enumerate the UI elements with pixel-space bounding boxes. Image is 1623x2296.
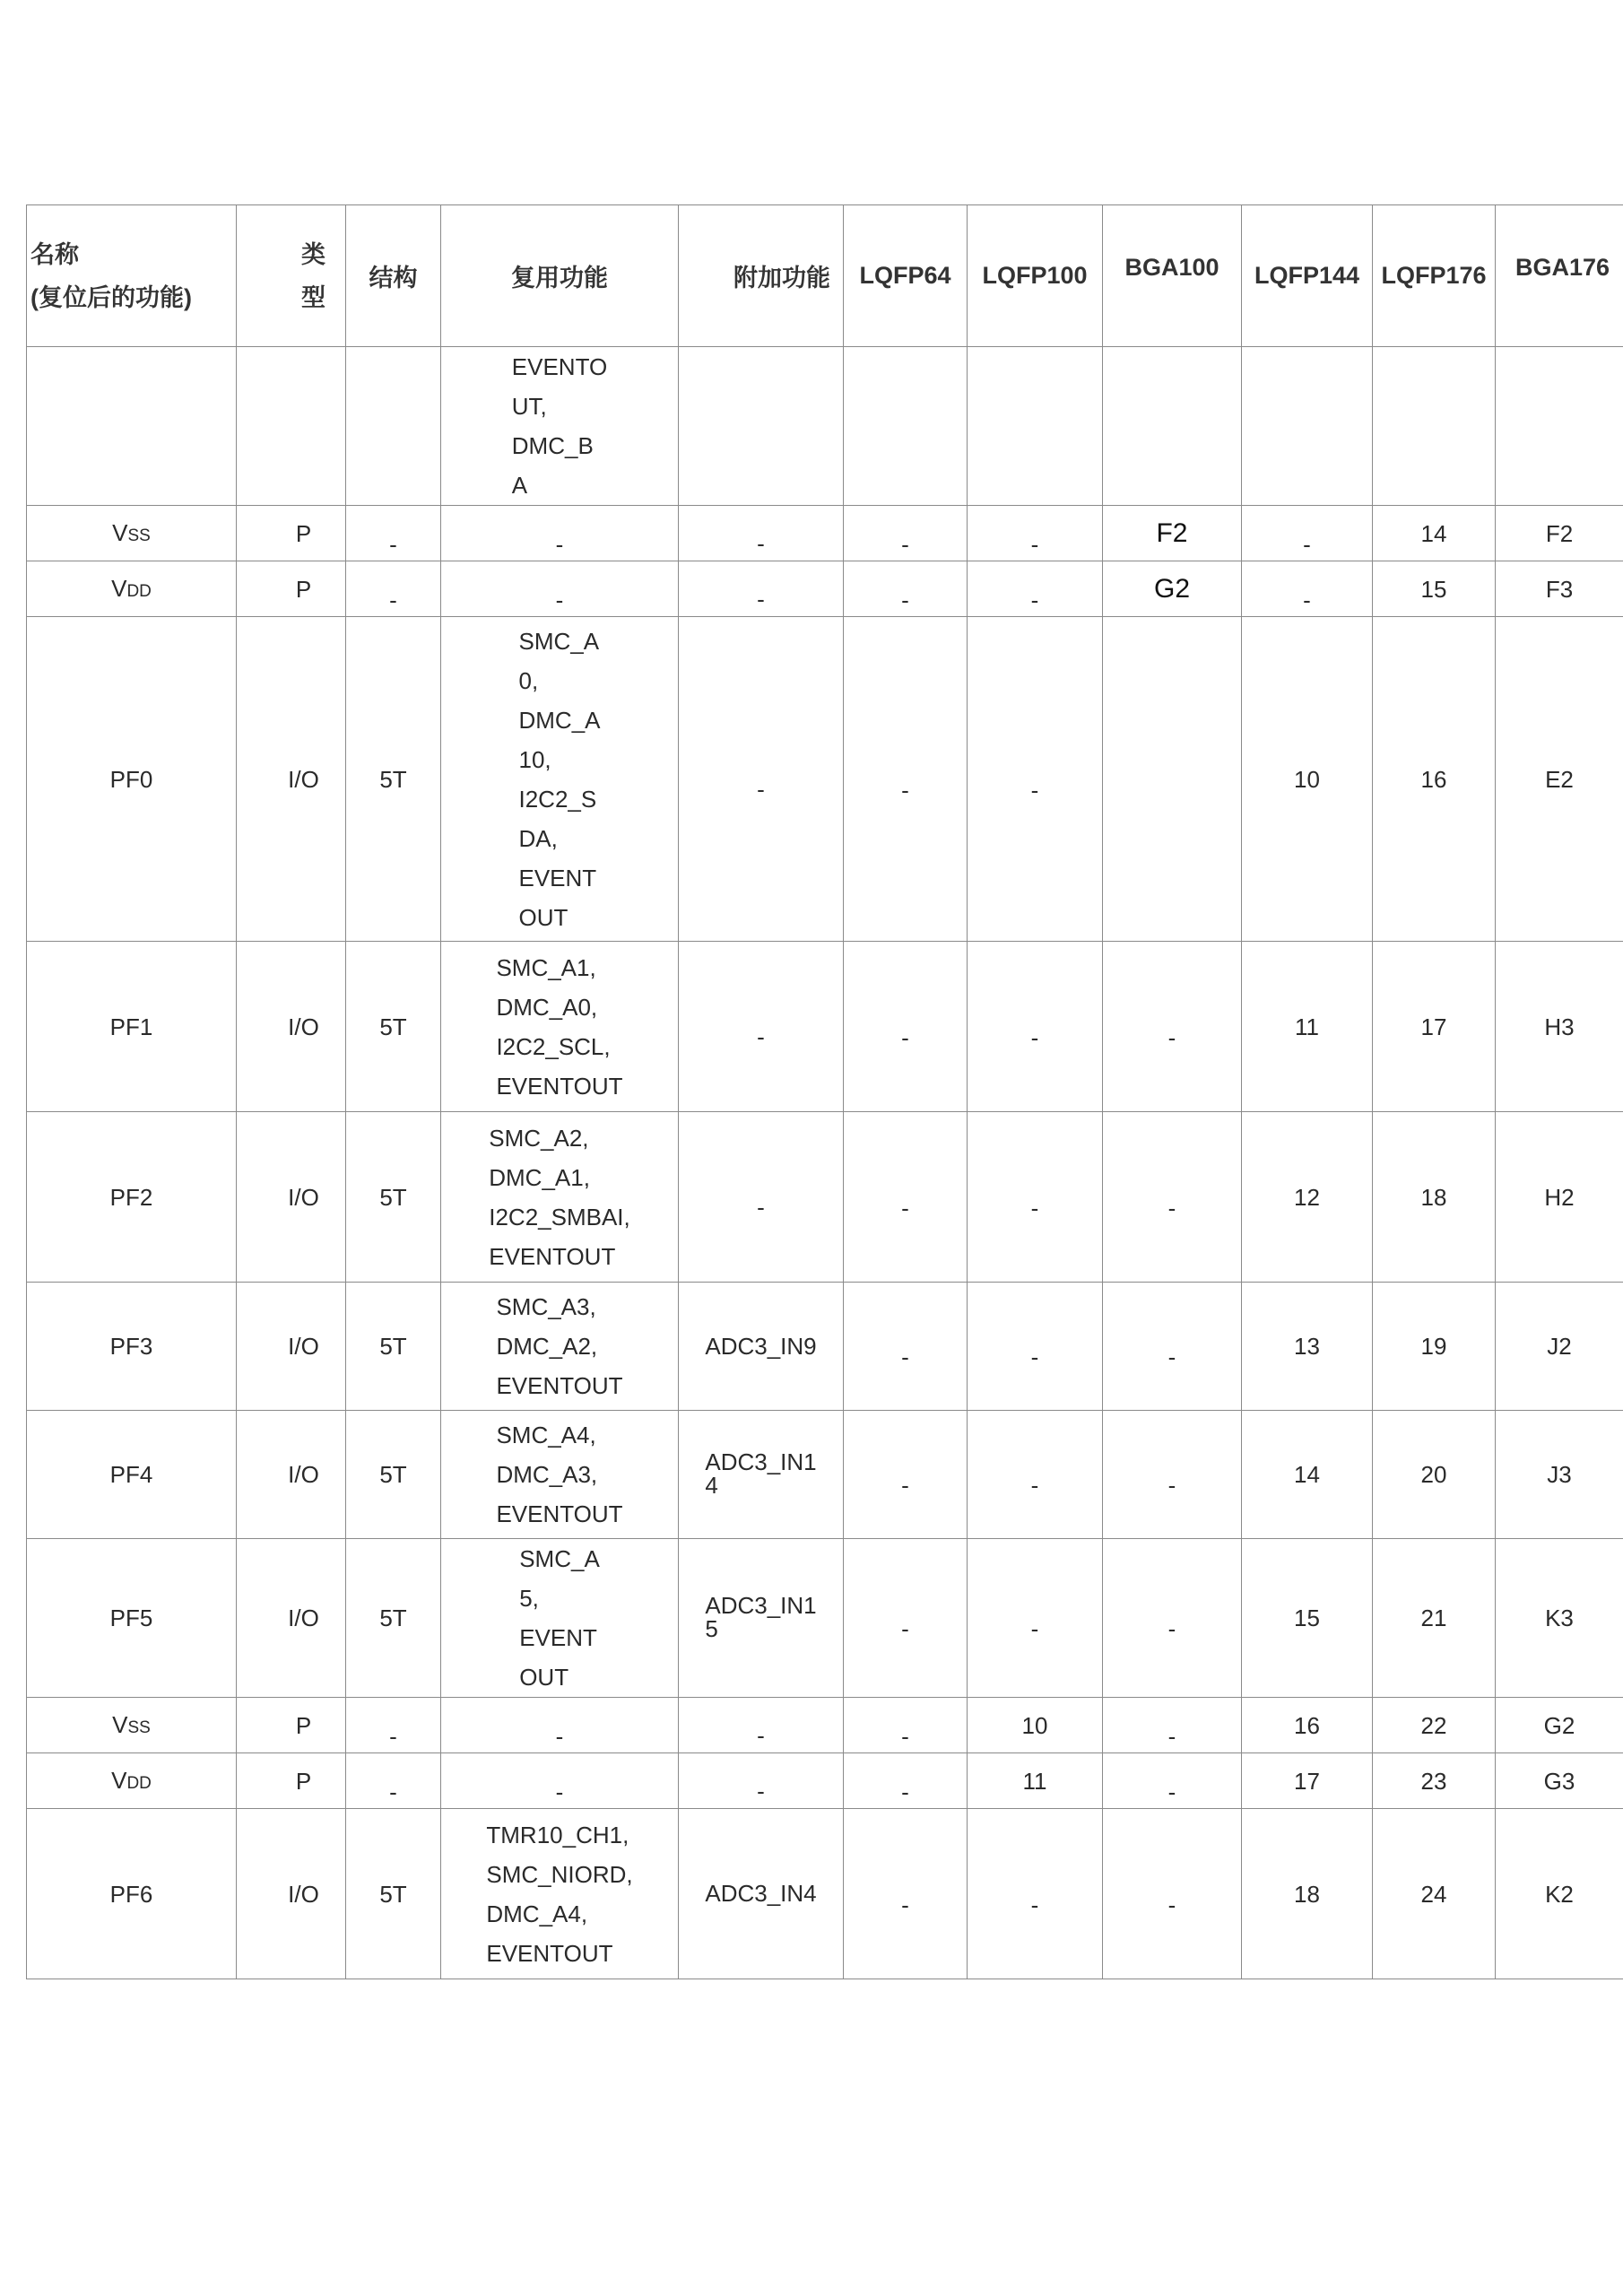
cell-add-text: - xyxy=(757,1778,765,1805)
cell-bga176-text: H3 xyxy=(1544,1013,1575,1040)
cell-lqfp64 xyxy=(844,617,968,942)
cell-bga100 xyxy=(1103,942,1242,1112)
cell-add-text: ADC3_IN9 xyxy=(705,1332,817,1360)
cell-lqfp64 xyxy=(844,1698,968,1753)
cell-bga100 xyxy=(1103,1112,1242,1283)
table-row xyxy=(27,561,1623,617)
cell-bga176 xyxy=(1496,942,1623,1112)
cell-lqfp176-text: 18 xyxy=(1420,1183,1447,1211)
cell-name-text: PF5 xyxy=(109,1605,153,1631)
cell-alt-text: SMC_A3, DMC_A2, EVENTOUT xyxy=(496,1293,623,1399)
cell-type xyxy=(237,942,346,1112)
cell-lqfp144-text: 18 xyxy=(1294,1880,1320,1908)
cell-lqfp100-text: - xyxy=(1030,1023,1039,1051)
cell-type xyxy=(237,1283,346,1411)
cell-lqfp176 xyxy=(1373,1411,1496,1539)
cell-name-text: PF2 xyxy=(109,1183,153,1211)
header-row xyxy=(27,205,1623,347)
cell-alt-text: - xyxy=(555,586,564,613)
cell-lqfp100 xyxy=(968,561,1103,617)
cell-lqfp100-text: - xyxy=(1030,1891,1039,1918)
cell-type xyxy=(237,1539,346,1698)
cell-type-text: I/O xyxy=(288,1461,319,1488)
cell-bga100-text: G2 xyxy=(1153,573,1191,604)
cell-add-text: ADC3_IN1 4 xyxy=(705,1448,817,1499)
table-row xyxy=(27,1809,1623,1979)
cell-type-text: I/O xyxy=(288,1605,319,1631)
cell-lqfp64-text: - xyxy=(901,1194,909,1222)
cell-add xyxy=(679,1753,844,1809)
cell-bga100-text: - xyxy=(1167,1891,1176,1918)
cell-lqfp144-text: 14 xyxy=(1294,1461,1320,1488)
cell-lqfp176-text: 23 xyxy=(1420,1767,1447,1795)
cell-bga176-text: G3 xyxy=(1543,1767,1575,1795)
cell-alt-text: - xyxy=(555,1722,564,1750)
cell-structure xyxy=(346,1411,441,1539)
cell-add xyxy=(679,1283,844,1411)
cell-bga176 xyxy=(1496,1539,1623,1698)
cell-add-text: - xyxy=(757,530,765,557)
cell-alt-text: TMR10_CH1, SMC_NIORD, DMC_A4, EVENTOUT xyxy=(486,1821,633,1967)
cell-lqfp100 xyxy=(968,506,1103,561)
cell-lqfp100 xyxy=(968,1753,1103,1809)
cell-name xyxy=(27,561,237,617)
cell-lqfp64-text: - xyxy=(901,1023,909,1051)
cell-alt xyxy=(441,561,679,617)
header-additional-functions: 附加功能 xyxy=(679,205,844,347)
header-type xyxy=(237,205,346,347)
cell-add xyxy=(679,1411,844,1539)
cell-structure-text: 5T xyxy=(379,1605,407,1631)
cell-alt xyxy=(441,1698,679,1753)
pin-definition-table xyxy=(26,204,1623,1979)
cell-name-main: V xyxy=(112,519,128,546)
cell-add xyxy=(679,561,844,617)
cell-structure-text: 5T xyxy=(379,1183,407,1211)
cell-lqfp144 xyxy=(1242,506,1373,561)
cell-lqfp144-text: 15 xyxy=(1294,1605,1320,1631)
cell-name-text: PF4 xyxy=(109,1461,153,1488)
cell-bga176-text: H2 xyxy=(1544,1183,1575,1211)
cell-add xyxy=(679,1809,844,1979)
cell-structure xyxy=(346,617,441,942)
cell-lqfp144 xyxy=(1242,1112,1373,1283)
cell-add xyxy=(679,1112,844,1283)
cell-lqfp176 xyxy=(1373,1112,1496,1283)
cell-type xyxy=(237,1753,346,1809)
cell-lqfp144-text: - xyxy=(1303,586,1311,613)
cell-bga176 xyxy=(1496,1411,1623,1539)
cell-bga100-text: - xyxy=(1167,1344,1176,1370)
cell-lqfp100 xyxy=(968,1809,1103,1979)
cell-lqfp176-text: 16 xyxy=(1420,765,1447,793)
header-type-line2: 型 xyxy=(301,283,325,311)
cell-type-text: I/O xyxy=(288,765,319,793)
cell-name xyxy=(27,1698,237,1753)
cell-lqfp100 xyxy=(968,1112,1103,1283)
table-row xyxy=(27,942,1623,1112)
cell-bga176 xyxy=(1496,1698,1623,1753)
cell-add-text: - xyxy=(757,1722,765,1749)
cell-add xyxy=(679,942,844,1112)
table-row xyxy=(27,1539,1623,1698)
cell-lqfp100-text: - xyxy=(1030,530,1039,558)
cell-lqfp144 xyxy=(1242,1283,1373,1411)
cell-name xyxy=(27,1283,237,1411)
cell-lqfp176 xyxy=(1373,1539,1496,1698)
cell-bga100 xyxy=(1103,1753,1242,1809)
cell-bga100-text: - xyxy=(1167,1194,1176,1222)
cell-lqfp144-text: 10 xyxy=(1294,765,1320,793)
header-alt-functions: 复用功能 xyxy=(441,205,679,347)
cell-bga176 xyxy=(1496,1112,1623,1283)
header-type-line1: 类 xyxy=(301,240,325,268)
cell-name xyxy=(27,1539,237,1698)
cell-type xyxy=(237,347,346,506)
cell-bga176 xyxy=(1496,617,1623,942)
cell-type xyxy=(237,1698,346,1753)
cell-lqfp100-text: - xyxy=(1030,776,1039,804)
cell-lqfp176 xyxy=(1373,1809,1496,1979)
cell-lqfp100-text: 11 xyxy=(1022,1767,1047,1795)
cell-lqfp176 xyxy=(1373,506,1496,561)
cell-type-text: I/O xyxy=(288,1880,319,1908)
cell-bga100-text: - xyxy=(1167,1472,1176,1499)
cell-bga100-text: - xyxy=(1167,1023,1176,1051)
cell-add xyxy=(679,1539,844,1698)
cell-lqfp100 xyxy=(968,942,1103,1112)
cell-bga100-text: - xyxy=(1167,1722,1176,1750)
cell-lqfp100-text: - xyxy=(1030,1344,1039,1370)
cell-bga176-text: F3 xyxy=(1545,575,1574,603)
cell-alt-text: SMC_A2, DMC_A1, I2C2_SMBAI, EVENTOUT xyxy=(489,1124,630,1270)
cell-lqfp144-text: 17 xyxy=(1294,1767,1320,1795)
cell-lqfp144 xyxy=(1242,1698,1373,1753)
header-structure: 结构 xyxy=(346,205,441,347)
cell-alt-text: EVENTO UT, DMC_B A xyxy=(511,353,608,499)
cell-type-text: P xyxy=(295,519,312,547)
cell-type-text: I/O xyxy=(288,1183,319,1211)
cell-alt xyxy=(441,942,679,1112)
cell-add-text: - xyxy=(757,776,765,803)
cell-lqfp100 xyxy=(968,1411,1103,1539)
cell-lqfp144 xyxy=(1242,1809,1373,1979)
cell-alt-text: SMC_A1, DMC_A0, I2C2_SCL, EVENTOUT xyxy=(496,953,623,1100)
cell-alt xyxy=(441,1283,679,1411)
cell-structure-text: 5T xyxy=(379,1333,407,1360)
cell-structure xyxy=(346,1753,441,1809)
cell-structure xyxy=(346,1698,441,1753)
cell-lqfp144-text: 16 xyxy=(1294,1711,1320,1739)
table-row xyxy=(27,1411,1623,1539)
table-row xyxy=(27,1698,1623,1753)
cell-lqfp100-text: 10 xyxy=(1021,1711,1048,1739)
cell-type-text: I/O xyxy=(288,1013,319,1040)
cell-lqfp176-text: 20 xyxy=(1420,1461,1447,1488)
cell-lqfp176 xyxy=(1373,1698,1496,1753)
cell-structure xyxy=(346,1283,441,1411)
cell-lqfp100 xyxy=(968,1283,1103,1411)
cell-lqfp64-text: - xyxy=(901,1722,909,1750)
cell-bga100 xyxy=(1103,1809,1242,1979)
cell-name xyxy=(27,1112,237,1283)
table-row xyxy=(27,347,1623,506)
cell-bga100 xyxy=(1103,506,1242,561)
cell-alt xyxy=(441,1753,679,1809)
cell-name xyxy=(27,1809,237,1979)
cell-lqfp64-text: - xyxy=(901,1472,909,1499)
cell-lqfp176-text: 14 xyxy=(1420,519,1447,547)
cell-type-text: P xyxy=(295,1767,312,1795)
cell-lqfp176 xyxy=(1373,942,1496,1112)
table-row xyxy=(27,617,1623,942)
cell-structure xyxy=(346,1539,441,1698)
cell-lqfp144 xyxy=(1242,1753,1373,1809)
cell-structure-text: - xyxy=(389,530,397,558)
cell-lqfp64 xyxy=(844,1753,968,1809)
table-row xyxy=(27,1753,1623,1809)
cell-type xyxy=(237,617,346,942)
cell-alt-text: SMC_A4, DMC_A3, EVENTOUT xyxy=(496,1422,623,1527)
cell-bga176 xyxy=(1496,1753,1623,1809)
header-bga176: BGA176 xyxy=(1496,205,1623,347)
cell-structure-text: 5T xyxy=(379,1013,407,1040)
cell-add-text: ADC3_IN4 xyxy=(705,1880,817,1907)
table-body xyxy=(27,347,1623,1979)
cell-name xyxy=(27,942,237,1112)
cell-structure-text: - xyxy=(389,1778,397,1805)
cell-type-text: I/O xyxy=(288,1333,319,1360)
cell-lqfp100-text: - xyxy=(1030,586,1039,613)
header-bga100: BGA100 xyxy=(1103,205,1242,347)
cell-name xyxy=(27,506,237,561)
cell-name-main: V xyxy=(111,1767,127,1794)
cell-name xyxy=(27,617,237,942)
cell-lqfp176-text: 17 xyxy=(1420,1013,1447,1040)
cell-type-text: P xyxy=(295,1711,312,1739)
cell-lqfp64 xyxy=(844,1809,968,1979)
cell-alt xyxy=(441,1809,679,1979)
cell-bga176-text: E2 xyxy=(1545,765,1574,793)
cell-lqfp144-text: - xyxy=(1303,530,1311,558)
cell-type xyxy=(237,1411,346,1539)
cell-type xyxy=(237,1809,346,1979)
cell-lqfp144 xyxy=(1242,347,1373,506)
cell-name-text: PF1 xyxy=(109,1013,153,1040)
cell-alt xyxy=(441,1112,679,1283)
cell-bga176-text: K2 xyxy=(1545,1880,1574,1908)
cell-lqfp100 xyxy=(968,1539,1103,1698)
cell-structure-text: 5T xyxy=(379,1461,407,1488)
cell-bga100-text: - xyxy=(1167,1615,1176,1642)
cell-alt xyxy=(441,506,679,561)
cell-lqfp144-text: 12 xyxy=(1294,1183,1320,1211)
cell-name-text: PF6 xyxy=(109,1880,153,1908)
cell-alt xyxy=(441,617,679,942)
cell-lqfp64 xyxy=(844,561,968,617)
cell-bga100 xyxy=(1103,617,1242,942)
cell-bga176 xyxy=(1496,1283,1623,1411)
cell-alt xyxy=(441,1411,679,1539)
cell-lqfp176-text: 24 xyxy=(1420,1880,1447,1908)
cell-lqfp64 xyxy=(844,1112,968,1283)
cell-bga176 xyxy=(1496,506,1623,561)
cell-add xyxy=(679,506,844,561)
cell-lqfp64 xyxy=(844,1539,968,1698)
cell-lqfp64 xyxy=(844,1283,968,1411)
cell-structure xyxy=(346,942,441,1112)
cell-structure-text: - xyxy=(389,586,397,613)
cell-lqfp176-text: 22 xyxy=(1420,1711,1447,1739)
cell-type xyxy=(237,506,346,561)
cell-structure-text: 5T xyxy=(379,1880,407,1908)
cell-lqfp144 xyxy=(1242,617,1373,942)
cell-add xyxy=(679,1698,844,1753)
header-lqfp64: LQFP64 xyxy=(844,205,968,347)
cell-lqfp176 xyxy=(1373,617,1496,942)
cell-bga176-text: J2 xyxy=(1547,1333,1572,1360)
cell-bga176-text: J3 xyxy=(1547,1461,1572,1488)
cell-lqfp144-text: 11 xyxy=(1295,1013,1319,1040)
cell-bga176-text: K3 xyxy=(1545,1605,1574,1631)
cell-bga100-text: - xyxy=(1167,1778,1176,1805)
cell-type xyxy=(237,561,346,617)
cell-bga176 xyxy=(1496,561,1623,617)
cell-lqfp64-text: - xyxy=(901,1891,909,1918)
cell-name-subscript: DD xyxy=(126,1774,152,1793)
cell-structure xyxy=(346,506,441,561)
cell-alt xyxy=(441,1539,679,1698)
header-lqfp144: LQFP144 xyxy=(1242,205,1373,347)
table-row xyxy=(27,1283,1623,1411)
cell-bga100 xyxy=(1103,1283,1242,1411)
cell-lqfp100 xyxy=(968,347,1103,506)
cell-lqfp176-text: 21 xyxy=(1420,1605,1447,1631)
cell-lqfp64-text: - xyxy=(901,1778,909,1805)
cell-add xyxy=(679,347,844,506)
cell-lqfp176 xyxy=(1373,1283,1496,1411)
header-lqfp176: LQFP176 xyxy=(1373,205,1496,347)
cell-type-text: P xyxy=(295,575,312,603)
cell-lqfp176-text: 19 xyxy=(1420,1333,1447,1360)
cell-structure xyxy=(346,1112,441,1283)
cell-lqfp176 xyxy=(1373,561,1496,617)
cell-add-text: ADC3_IN1 5 xyxy=(705,1591,817,1642)
table-row xyxy=(27,1112,1623,1283)
cell-lqfp176-text: 15 xyxy=(1420,575,1447,603)
cell-structure xyxy=(346,1809,441,1979)
cell-lqfp64 xyxy=(844,1411,968,1539)
cell-lqfp100 xyxy=(968,617,1103,942)
cell-lqfp100 xyxy=(968,1698,1103,1753)
cell-add-text: - xyxy=(757,1194,765,1221)
cell-alt-text: SMC_A 0, DMC_A 10, I2C2_S DA, EVENT OUT xyxy=(518,627,601,931)
cell-lqfp144 xyxy=(1242,942,1373,1112)
cell-lqfp64-text: - xyxy=(901,776,909,804)
cell-lqfp176 xyxy=(1373,347,1496,506)
header-name xyxy=(27,205,237,347)
cell-bga100-text: F2 xyxy=(1156,517,1188,548)
cell-lqfp176 xyxy=(1373,1753,1496,1809)
cell-structure-text: - xyxy=(389,1722,397,1750)
cell-name xyxy=(27,1411,237,1539)
cell-lqfp64-text: - xyxy=(901,1615,909,1642)
cell-lqfp144 xyxy=(1242,1411,1373,1539)
cell-name-subscript: SS xyxy=(127,1718,151,1737)
cell-name-text: PF3 xyxy=(109,1333,153,1360)
cell-bga100 xyxy=(1103,1411,1242,1539)
cell-lqfp64-text: - xyxy=(901,530,909,558)
cell-bga100 xyxy=(1103,1539,1242,1698)
cell-name xyxy=(27,1753,237,1809)
cell-name-subscript: SS xyxy=(127,526,151,545)
cell-name-subscript: DD xyxy=(126,582,152,601)
table-row xyxy=(27,506,1623,561)
cell-lqfp144 xyxy=(1242,1539,1373,1698)
cell-lqfp100-text: - xyxy=(1030,1615,1039,1642)
cell-alt-text: SMC_A 5, EVENT OUT xyxy=(519,1545,600,1691)
cell-bga176-text: F2 xyxy=(1545,519,1574,547)
header-lqfp100: LQFP100 xyxy=(968,205,1103,347)
cell-name-main: V xyxy=(112,1711,128,1738)
cell-alt xyxy=(441,347,679,506)
cell-lqfp144 xyxy=(1242,561,1373,617)
cell-add-text: - xyxy=(757,586,765,613)
cell-lqfp64-text: - xyxy=(901,586,909,613)
cell-bga176 xyxy=(1496,1809,1623,1979)
cell-type xyxy=(237,1112,346,1283)
cell-name-main: V xyxy=(111,575,127,602)
cell-alt-text: - xyxy=(555,530,564,558)
cell-add xyxy=(679,617,844,942)
cell-lqfp64 xyxy=(844,347,968,506)
cell-bga100 xyxy=(1103,561,1242,617)
header-name-line1: 名称 xyxy=(30,240,79,268)
cell-name xyxy=(27,347,237,506)
cell-alt-text: - xyxy=(555,1778,564,1805)
cell-structure-text: 5T xyxy=(379,765,407,793)
cell-name-text: PF0 xyxy=(109,765,153,793)
cell-lqfp64 xyxy=(844,506,968,561)
cell-lqfp64-text: - xyxy=(901,1344,909,1370)
cell-structure xyxy=(346,561,441,617)
cell-add-text: - xyxy=(757,1023,765,1050)
cell-bga176-text: G2 xyxy=(1543,1711,1575,1739)
cell-bga100 xyxy=(1103,347,1242,506)
cell-lqfp144-text: 13 xyxy=(1294,1333,1320,1360)
cell-bga100 xyxy=(1103,1698,1242,1753)
cell-bga176 xyxy=(1496,347,1623,506)
cell-structure xyxy=(346,347,441,506)
cell-lqfp64 xyxy=(844,942,968,1112)
header-name-line2: (复位后的功能) xyxy=(30,283,192,311)
cell-lqfp100-text: - xyxy=(1030,1472,1039,1499)
cell-lqfp100-text: - xyxy=(1030,1194,1039,1222)
